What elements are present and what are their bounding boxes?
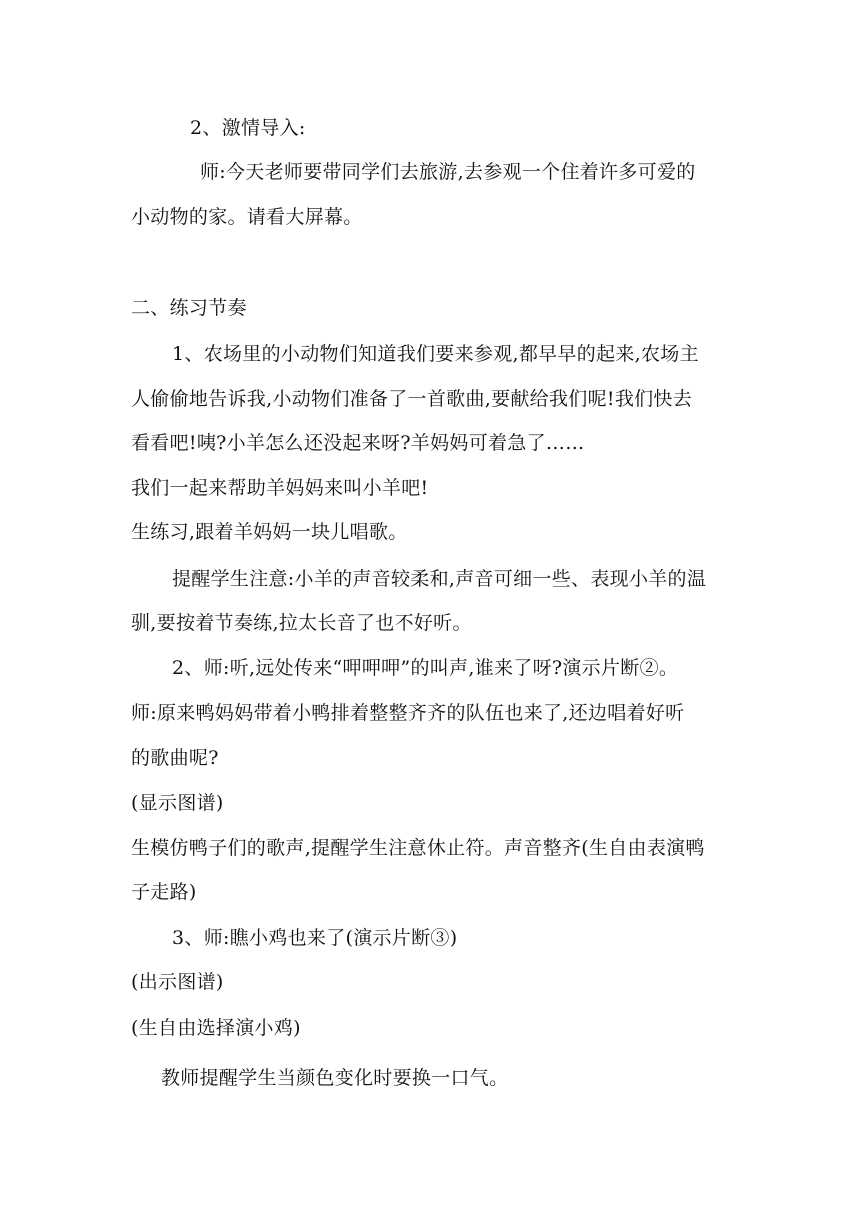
paragraph-line: 的歌曲呢?: [131, 747, 219, 769]
paragraph-line: (出示图谱): [131, 971, 224, 993]
paragraph-line: 提醒学生注意:小羊的声音较柔和,声音可细一些、表现小羊的温: [172, 568, 707, 590]
paragraph-line: 生练习,跟着羊妈妈一块儿唱歌。: [131, 521, 408, 543]
paragraph-line: (生自由选择演小鸡): [131, 1017, 301, 1039]
paragraph-line: 我们一起来帮助羊妈妈来叫小羊吧!: [131, 477, 429, 499]
paragraph-line: 师:原来鸭妈妈带着小鸭排着整整齐齐的队伍也来了,还边唱着好听: [131, 702, 685, 724]
paragraph-line: 2、师:听,远处传来“呷呷呷”的叫声,谁来了呀?演示片断②。: [172, 657, 679, 679]
paragraph-line: 教师提醒学生当颜色变化时要换一口气。: [161, 1067, 509, 1089]
section-heading-intro: 2、激情导入:: [190, 117, 306, 139]
paragraph-line: 小动物的家。请看大屏幕。: [131, 206, 363, 228]
paragraph-line: 1、农场里的小动物们知道我们要来参观,都早早的起来,农场主: [172, 343, 699, 365]
paragraph-line: 人偷偷地告诉我,小动物们准备了一首歌曲,要献给我们呢!我们快去: [131, 388, 693, 410]
section-heading-rhythm: 二、练习节奏: [131, 297, 247, 319]
paragraph-line: 子走路): [131, 881, 197, 903]
paragraph-line: 看看吧!咦?小羊怎么还没起来呀?羊妈妈可着急了……: [131, 432, 585, 454]
paragraph-line: 驯,要按着节奏练,拉太长音了也不好听。: [131, 612, 472, 634]
paragraph-line: 生模仿鸭子们的歌声,提醒学生注意休止符。声音整齐(生自由表演鸭: [131, 837, 705, 859]
paragraph-line: 师:今天老师要带同学们去旅游,去参观一个住着许多可爱的: [200, 161, 696, 183]
paragraph-line: (显示图谱): [131, 792, 224, 814]
paragraph-line: 3、师:瞧小鸡也来了(演示片断③): [172, 927, 458, 949]
